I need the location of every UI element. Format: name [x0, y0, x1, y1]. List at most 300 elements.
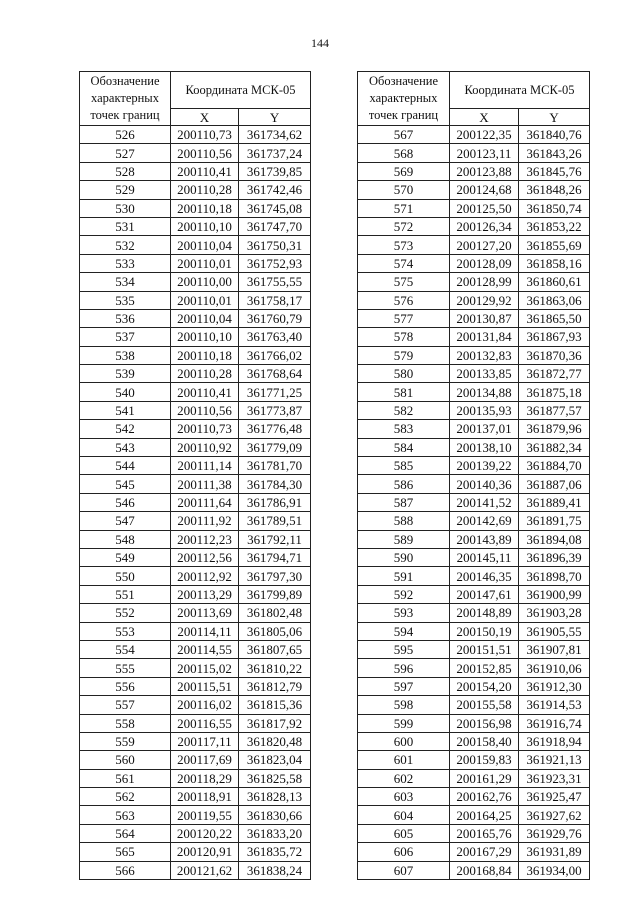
point-id-cell: 560 [80, 751, 171, 769]
coordinate-system-header: Координата МСК-05 [450, 72, 590, 109]
y-coordinate-cell: 361907,81 [519, 640, 590, 658]
x-coordinate-cell: 200158,40 [450, 732, 519, 750]
x-coordinate-cell: 200110,41 [171, 383, 239, 401]
table-row [358, 548, 590, 566]
point-id-cell: 559 [80, 732, 171, 750]
y-coordinate-cell: 361914,53 [519, 696, 590, 714]
table-row [358, 273, 590, 291]
table-row [80, 291, 311, 309]
point-id-cell: 558 [80, 714, 171, 732]
x-coordinate-cell: 200161,29 [450, 769, 519, 787]
table-row [358, 309, 590, 327]
table-row [358, 585, 590, 603]
y-coordinate-cell: 361848,26 [519, 181, 590, 199]
x-coordinate-cell: 200115,02 [171, 659, 239, 677]
table-row [80, 236, 311, 254]
x-coordinate-cell: 200115,51 [171, 677, 239, 695]
y-coordinate-cell: 361882,34 [519, 438, 590, 456]
table-row [80, 383, 311, 401]
x-coordinate-cell: 200120,22 [171, 824, 239, 842]
x-coordinate-cell: 200114,11 [171, 622, 239, 640]
y-coordinate-cell: 361875,18 [519, 383, 590, 401]
table-row [80, 548, 311, 566]
table-row [80, 824, 311, 842]
table-row [80, 843, 311, 861]
point-id-cell: 544 [80, 457, 171, 475]
y-coordinate-cell: 361903,28 [519, 604, 590, 622]
x-coordinate-cell: 200139,22 [450, 457, 519, 475]
x-coordinate-cell: 200110,18 [171, 199, 239, 217]
y-coordinate-cell: 361835,72 [239, 843, 311, 861]
y-coordinate-cell: 361931,89 [519, 843, 590, 861]
table-row [80, 732, 311, 750]
x-coordinate-cell: 200165,76 [450, 824, 519, 842]
table-row [80, 806, 311, 824]
table-row [80, 328, 311, 346]
coordinates-table-left [79, 71, 311, 880]
x-coordinate-cell: 200117,69 [171, 751, 239, 769]
table-row [358, 512, 590, 530]
x-coordinate-cell: 200123,88 [450, 162, 519, 180]
table-row [80, 696, 311, 714]
x-coordinate-cell: 200150,19 [450, 622, 519, 640]
table-row [80, 181, 311, 199]
table-row [80, 788, 311, 806]
x-coordinate-cell: 200111,64 [171, 493, 239, 511]
point-id-cell: 585 [358, 457, 450, 475]
y-coordinate-cell: 361817,92 [239, 714, 311, 732]
point-id-cell: 577 [358, 309, 450, 327]
point-id-cell: 564 [80, 824, 171, 842]
table-row [80, 475, 311, 493]
point-id-cell: 580 [358, 365, 450, 383]
x-coordinate-cell: 200118,29 [171, 769, 239, 787]
x-coordinate-cell: 200156,98 [450, 714, 519, 732]
y-coordinate-cell: 361776,48 [239, 420, 311, 438]
y-coordinate-cell: 361797,30 [239, 567, 311, 585]
x-coordinate-cell: 200110,01 [171, 254, 239, 272]
point-id-cell: 601 [358, 751, 450, 769]
table-row [80, 585, 311, 603]
x-coordinate-cell: 200119,55 [171, 806, 239, 824]
x-coordinate-cell: 200112,56 [171, 548, 239, 566]
point-id-cell: 561 [80, 769, 171, 787]
point-id-cell: 603 [358, 788, 450, 806]
x-coordinate-cell: 200111,92 [171, 512, 239, 530]
table-row [80, 677, 311, 695]
point-id-cell: 557 [80, 696, 171, 714]
x-coordinate-cell: 200143,89 [450, 530, 519, 548]
x-coordinate-cell: 200159,83 [450, 751, 519, 769]
y-coordinate-cell: 361838,24 [239, 861, 311, 879]
table-row [358, 640, 590, 658]
x-coordinate-cell: 200147,61 [450, 585, 519, 603]
table-row [358, 751, 590, 769]
y-coordinate-cell: 361921,13 [519, 751, 590, 769]
y-coordinate-cell: 361884,70 [519, 457, 590, 475]
y-coordinate-cell: 361825,58 [239, 769, 311, 787]
y-coordinate-cell: 361879,96 [519, 420, 590, 438]
point-id-cell: 533 [80, 254, 171, 272]
y-coordinate-cell: 361799,89 [239, 585, 311, 603]
x-coordinate-cell: 200110,56 [171, 401, 239, 419]
table-row [358, 236, 590, 254]
point-id-cell: 570 [358, 181, 450, 199]
y-coordinate-cell: 361747,70 [239, 217, 311, 235]
y-coordinate-cell: 361863,06 [519, 291, 590, 309]
y-coordinate-cell: 361781,70 [239, 457, 311, 475]
y-coordinate-cell: 361894,08 [519, 530, 590, 548]
point-id-cell: 536 [80, 309, 171, 327]
y-coordinate-cell: 361929,76 [519, 824, 590, 842]
table-row [358, 291, 590, 309]
point-id-cell: 547 [80, 512, 171, 530]
table-row [80, 512, 311, 530]
table-row [80, 622, 311, 640]
x-coordinate-cell: 200110,56 [171, 144, 239, 162]
x-coordinate-cell: 200135,93 [450, 401, 519, 419]
table-row [358, 530, 590, 548]
x-coordinate-cell: 200110,73 [171, 126, 239, 144]
point-id-cell: 583 [358, 420, 450, 438]
point-id-cell: 586 [358, 475, 450, 493]
y-coordinate-cell: 361737,24 [239, 144, 311, 162]
point-id-cell: 538 [80, 346, 171, 364]
y-coordinate-cell: 361823,04 [239, 751, 311, 769]
y-coordinate-cell: 361766,02 [239, 346, 311, 364]
point-id-cell: 553 [80, 622, 171, 640]
y-coordinate-cell: 361896,39 [519, 548, 590, 566]
x-coordinate-cell: 200124,68 [450, 181, 519, 199]
x-coordinate-cell: 200113,29 [171, 585, 239, 603]
point-id-cell: 573 [358, 236, 450, 254]
point-id-cell: 534 [80, 273, 171, 291]
point-designation-header: Обозначение характерных точек границ [80, 72, 171, 126]
y-coordinate-cell: 361807,65 [239, 640, 311, 658]
table-row [358, 824, 590, 842]
x-coordinate-cell: 200110,00 [171, 273, 239, 291]
y-coordinate-cell: 361891,75 [519, 512, 590, 530]
x-coordinate-cell: 200111,14 [171, 457, 239, 475]
table-row [80, 751, 311, 769]
point-id-cell: 593 [358, 604, 450, 622]
point-id-cell: 556 [80, 677, 171, 695]
y-coordinate-cell: 361805,06 [239, 622, 311, 640]
x-coordinate-cell: 200146,35 [450, 567, 519, 585]
table-row [358, 365, 590, 383]
point-id-cell: 597 [358, 677, 450, 695]
x-coordinate-cell: 200110,41 [171, 162, 239, 180]
y-coordinate-cell: 361860,61 [519, 273, 590, 291]
y-coordinate-cell: 361792,11 [239, 530, 311, 548]
y-coordinate-cell: 361934,00 [519, 861, 590, 879]
table-row [358, 677, 590, 695]
y-coordinate-cell: 361773,87 [239, 401, 311, 419]
y-coordinate-cell: 361750,31 [239, 236, 311, 254]
y-coordinate-cell: 361867,93 [519, 328, 590, 346]
table-row [80, 199, 311, 217]
point-id-cell: 550 [80, 567, 171, 585]
x-coordinate-cell: 200112,23 [171, 530, 239, 548]
table-row [80, 457, 311, 475]
table-row [80, 714, 311, 732]
table-row [80, 567, 311, 585]
point-id-cell: 602 [358, 769, 450, 787]
x-coordinate-cell: 200120,91 [171, 843, 239, 861]
y-coordinate-cell: 361734,62 [239, 126, 311, 144]
table-row [358, 438, 590, 456]
point-id-cell: 596 [358, 659, 450, 677]
point-id-cell: 581 [358, 383, 450, 401]
table-row [358, 162, 590, 180]
x-coordinate-cell: 200142,69 [450, 512, 519, 530]
y-coordinate-cell: 361870,36 [519, 346, 590, 364]
point-id-cell: 549 [80, 548, 171, 566]
y-coordinate-cell: 361739,85 [239, 162, 311, 180]
point-id-cell: 566 [80, 861, 171, 879]
x-coordinate-cell: 200111,38 [171, 475, 239, 493]
point-id-cell: 563 [80, 806, 171, 824]
x-coordinate-cell: 200167,29 [450, 843, 519, 861]
table-row [358, 696, 590, 714]
y-coordinate-cell: 361763,40 [239, 328, 311, 346]
x-coordinate-cell: 200138,10 [450, 438, 519, 456]
point-id-cell: 587 [358, 493, 450, 511]
table-row [80, 273, 311, 291]
point-id-cell: 572 [358, 217, 450, 235]
table-row [358, 199, 590, 217]
point-id-cell: 551 [80, 585, 171, 603]
x-coordinate-cell: 200123,11 [450, 144, 519, 162]
table-row [80, 769, 311, 787]
table-row [358, 328, 590, 346]
point-id-cell: 540 [80, 383, 171, 401]
y-coordinate-cell: 361755,55 [239, 273, 311, 291]
y-coordinate-cell: 361877,57 [519, 401, 590, 419]
table-row [358, 659, 590, 677]
table-row [358, 806, 590, 824]
table-row [358, 383, 590, 401]
point-id-cell: 575 [358, 273, 450, 291]
x-coordinate-cell: 200152,85 [450, 659, 519, 677]
table-row [358, 604, 590, 622]
y-coordinate-cell: 361833,20 [239, 824, 311, 842]
coordinates-table-right [357, 71, 590, 880]
table-row [80, 126, 311, 144]
x-coordinate-cell: 200116,02 [171, 696, 239, 714]
point-id-cell: 541 [80, 401, 171, 419]
point-id-cell: 531 [80, 217, 171, 235]
y-coordinate-cell: 361760,79 [239, 309, 311, 327]
point-id-cell: 598 [358, 696, 450, 714]
point-id-cell: 579 [358, 346, 450, 364]
y-coordinate-cell: 361918,94 [519, 732, 590, 750]
table-row [358, 346, 590, 364]
point-id-cell: 530 [80, 199, 171, 217]
table-row [80, 144, 311, 162]
point-id-cell: 571 [358, 199, 450, 217]
x-coordinate-cell: 200110,04 [171, 236, 239, 254]
table-row [80, 640, 311, 658]
point-id-cell: 569 [358, 162, 450, 180]
point-id-cell: 552 [80, 604, 171, 622]
point-id-cell: 532 [80, 236, 171, 254]
point-id-cell: 592 [358, 585, 450, 603]
x-coordinate-cell: 200110,92 [171, 438, 239, 456]
table-row [80, 493, 311, 511]
x-coordinate-cell: 200145,11 [450, 548, 519, 566]
point-id-cell: 588 [358, 512, 450, 530]
x-column-header: X [450, 109, 519, 126]
table-row [358, 788, 590, 806]
point-id-cell: 562 [80, 788, 171, 806]
y-coordinate-cell: 361912,30 [519, 677, 590, 695]
y-coordinate-cell: 361786,91 [239, 493, 311, 511]
y-coordinate-cell: 361771,25 [239, 383, 311, 401]
x-coordinate-cell: 200110,18 [171, 346, 239, 364]
point-id-cell: 595 [358, 640, 450, 658]
y-coordinate-cell: 361845,76 [519, 162, 590, 180]
x-coordinate-cell: 200114,55 [171, 640, 239, 658]
x-coordinate-cell: 200162,76 [450, 788, 519, 806]
y-coordinate-cell: 361784,30 [239, 475, 311, 493]
x-coordinate-cell: 200137,01 [450, 420, 519, 438]
coordinate-system-header: Координата МСК-05 [171, 72, 311, 109]
y-coordinate-cell: 361830,66 [239, 806, 311, 824]
x-coordinate-cell: 200112,92 [171, 567, 239, 585]
table-row [358, 254, 590, 272]
table-row [80, 346, 311, 364]
y-coordinate-cell: 361927,62 [519, 806, 590, 824]
y-coordinate-cell: 361872,77 [519, 365, 590, 383]
point-id-cell: 584 [358, 438, 450, 456]
point-id-cell: 542 [80, 420, 171, 438]
table-row [80, 217, 311, 235]
point-id-cell: 599 [358, 714, 450, 732]
y-coordinate-cell: 361889,41 [519, 493, 590, 511]
x-coordinate-cell: 200110,01 [171, 291, 239, 309]
point-id-cell: 591 [358, 567, 450, 585]
point-designation-header: Обозначение характерных точек границ [358, 72, 450, 126]
y-coordinate-cell: 361858,16 [519, 254, 590, 272]
y-coordinate-cell: 361923,31 [519, 769, 590, 787]
table-row [358, 843, 590, 861]
table-row [80, 861, 311, 879]
x-coordinate-cell: 200121,62 [171, 861, 239, 879]
x-coordinate-cell: 200133,85 [450, 365, 519, 383]
table-row [358, 144, 590, 162]
x-coordinate-cell: 200110,10 [171, 217, 239, 235]
x-coordinate-cell: 200128,99 [450, 273, 519, 291]
x-coordinate-cell: 200140,36 [450, 475, 519, 493]
y-coordinate-cell: 361916,74 [519, 714, 590, 732]
x-coordinate-cell: 200128,09 [450, 254, 519, 272]
table-row [80, 420, 311, 438]
y-coordinate-cell: 361905,55 [519, 622, 590, 640]
point-id-cell: 567 [358, 126, 450, 144]
y-coordinate-cell: 361745,08 [239, 199, 311, 217]
y-coordinate-cell: 361865,50 [519, 309, 590, 327]
table-row [358, 732, 590, 750]
y-column-header: Y [239, 109, 311, 126]
x-coordinate-cell: 200110,28 [171, 181, 239, 199]
x-coordinate-cell: 200127,20 [450, 236, 519, 254]
y-coordinate-cell: 361910,06 [519, 659, 590, 677]
point-id-cell: 589 [358, 530, 450, 548]
y-coordinate-cell: 361925,47 [519, 788, 590, 806]
table-row [358, 126, 590, 144]
table-row [80, 365, 311, 383]
point-id-cell: 555 [80, 659, 171, 677]
table-row [80, 438, 311, 456]
point-id-cell: 576 [358, 291, 450, 309]
y-coordinate-cell: 361810,22 [239, 659, 311, 677]
x-coordinate-cell: 200126,34 [450, 217, 519, 235]
y-coordinate-cell: 361779,09 [239, 438, 311, 456]
point-id-cell: 582 [358, 401, 450, 419]
y-column-header: Y [519, 109, 590, 126]
x-coordinate-cell: 200164,25 [450, 806, 519, 824]
x-coordinate-cell: 200110,10 [171, 328, 239, 346]
point-id-cell: 546 [80, 493, 171, 511]
x-coordinate-cell: 200151,51 [450, 640, 519, 658]
table-row [358, 567, 590, 585]
table-row [358, 493, 590, 511]
page-number: 144 [311, 36, 329, 50]
point-id-cell: 527 [80, 144, 171, 162]
x-coordinate-cell: 200148,89 [450, 604, 519, 622]
point-id-cell: 529 [80, 181, 171, 199]
point-id-cell: 548 [80, 530, 171, 548]
x-coordinate-cell: 200110,73 [171, 420, 239, 438]
y-coordinate-cell: 361768,64 [239, 365, 311, 383]
x-coordinate-cell: 200118,91 [171, 788, 239, 806]
table-row [80, 530, 311, 548]
table-row [358, 457, 590, 475]
point-id-cell: 543 [80, 438, 171, 456]
point-id-cell: 528 [80, 162, 171, 180]
table-row [80, 659, 311, 677]
table-row [358, 861, 590, 879]
table-row [358, 420, 590, 438]
x-coordinate-cell: 200122,35 [450, 126, 519, 144]
y-coordinate-cell: 361828,13 [239, 788, 311, 806]
x-coordinate-cell: 200168,84 [450, 861, 519, 879]
x-coordinate-cell: 200113,69 [171, 604, 239, 622]
point-id-cell: 605 [358, 824, 450, 842]
point-id-cell: 565 [80, 843, 171, 861]
y-coordinate-cell: 361850,74 [519, 199, 590, 217]
table-row [358, 217, 590, 235]
table-row [80, 401, 311, 419]
table-row [358, 475, 590, 493]
point-id-cell: 537 [80, 328, 171, 346]
y-coordinate-cell: 361898,70 [519, 567, 590, 585]
x-coordinate-cell: 200155,58 [450, 696, 519, 714]
y-coordinate-cell: 361815,36 [239, 696, 311, 714]
point-id-cell: 590 [358, 548, 450, 566]
x-coordinate-cell: 200134,88 [450, 383, 519, 401]
table-row [80, 309, 311, 327]
point-id-cell: 539 [80, 365, 171, 383]
point-id-cell: 606 [358, 843, 450, 861]
y-coordinate-cell: 361794,71 [239, 548, 311, 566]
point-id-cell: 607 [358, 861, 450, 879]
y-coordinate-cell: 361752,93 [239, 254, 311, 272]
x-coordinate-cell: 200132,83 [450, 346, 519, 364]
y-coordinate-cell: 361820,48 [239, 732, 311, 750]
y-coordinate-cell: 361855,69 [519, 236, 590, 254]
